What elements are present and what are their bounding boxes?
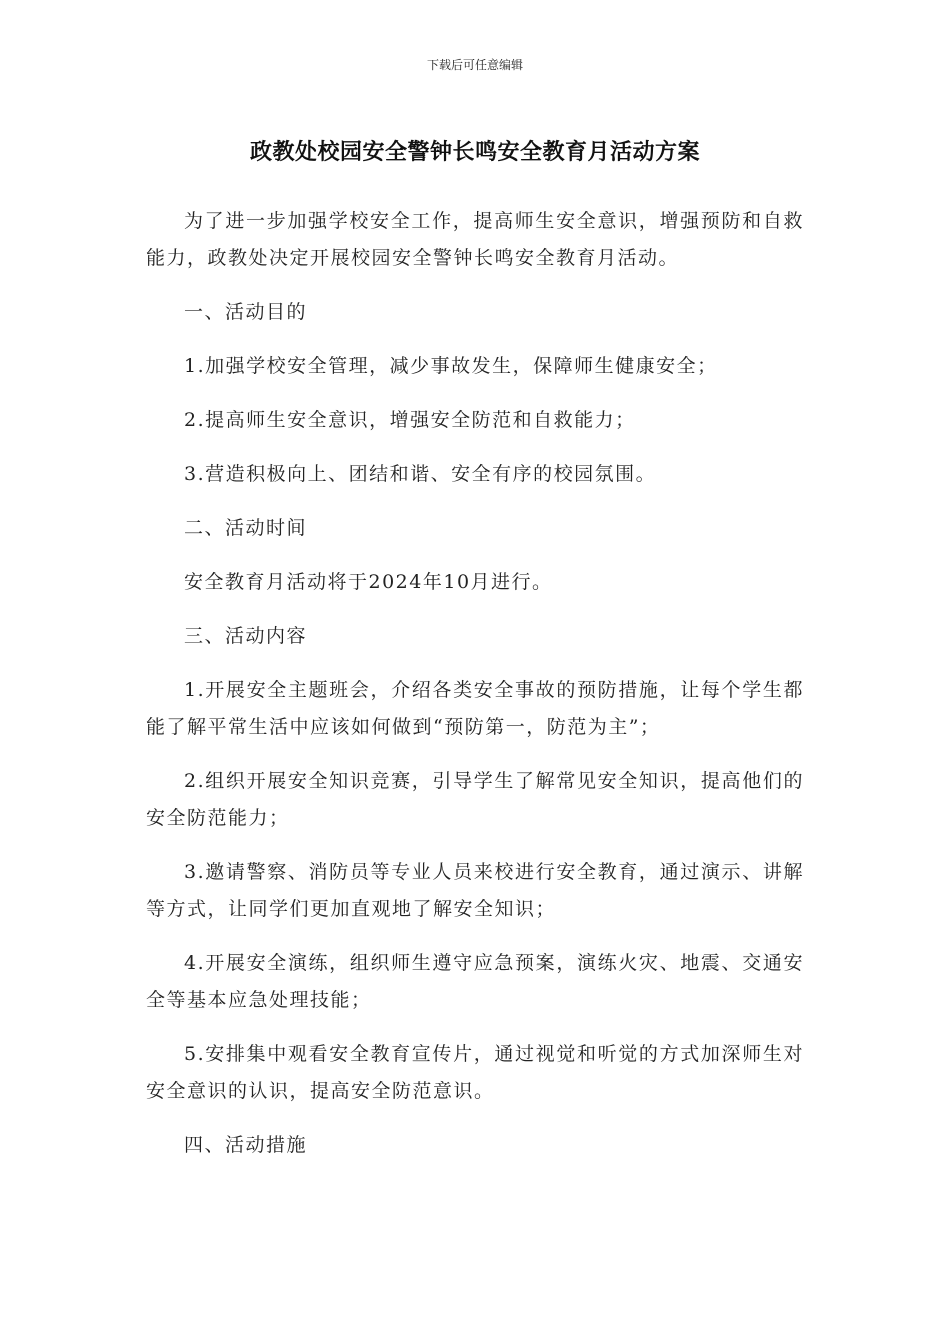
time-paragraph: 安全教育月活动将于2024年10月进行。 <box>184 571 553 593</box>
header-note: 下载后可任意编辑 <box>426 58 523 72</box>
section-heading-content: 三、活动内容 <box>184 625 308 647</box>
intro-paragraph: 为了进一步加强学校安全工作，提高师生安全意识，增强预防和自救能力，政教处决定开展校园安全警钟长鸣安全教育月活动。 <box>146 210 804 269</box>
document-body <box>146 203 804 1181</box>
purpose-item-1: 1.加强学校安全管理，减少事故发生，保障师生健康安全； <box>184 355 718 377</box>
content-item-1: 1.开展安全主题班会，介绍各类安全事故的预防措施，让每个学生都能了解平常生活中应该如何做到“预防第一，防范为主”； <box>146 679 804 738</box>
section-heading-time: 二、活动时间 <box>184 517 308 539</box>
section-heading-measures: 四、活动措施 <box>184 1134 308 1156</box>
content-item-3: 3.邀请警察、消防员等专业人员来校进行安全教育，通过演示、讲解等方式，让同学们更加直观地了解安全知识； <box>146 861 804 920</box>
purpose-item-3: 3.营造积极向上、团结和谐、安全有序的校园氛围。 <box>184 463 657 485</box>
content-item-2: 2.组织开展安全知识竞赛，引导学生了解常见安全知识，提高他们的安全防范能力； <box>146 770 804 829</box>
document-title: 政教处校园安全警钟长鸣安全教育月活动方案 <box>249 140 700 165</box>
purpose-item-2: 2.提高师生安全意识，增强安全防范和自救能力； <box>184 409 636 431</box>
content-item-5: 5.安排集中观看安全教育宣传片，通过视觉和听觉的方式加深师生对安全意识的认识，提高安全防范意识。 <box>146 1043 804 1102</box>
content-item-4: 4.开展安全演练，组织师生遵守应急预案，演练火灾、地震、交通安全等基本应急处理技能； <box>146 952 804 1011</box>
section-heading-purpose: 一、活动目的 <box>184 301 308 323</box>
